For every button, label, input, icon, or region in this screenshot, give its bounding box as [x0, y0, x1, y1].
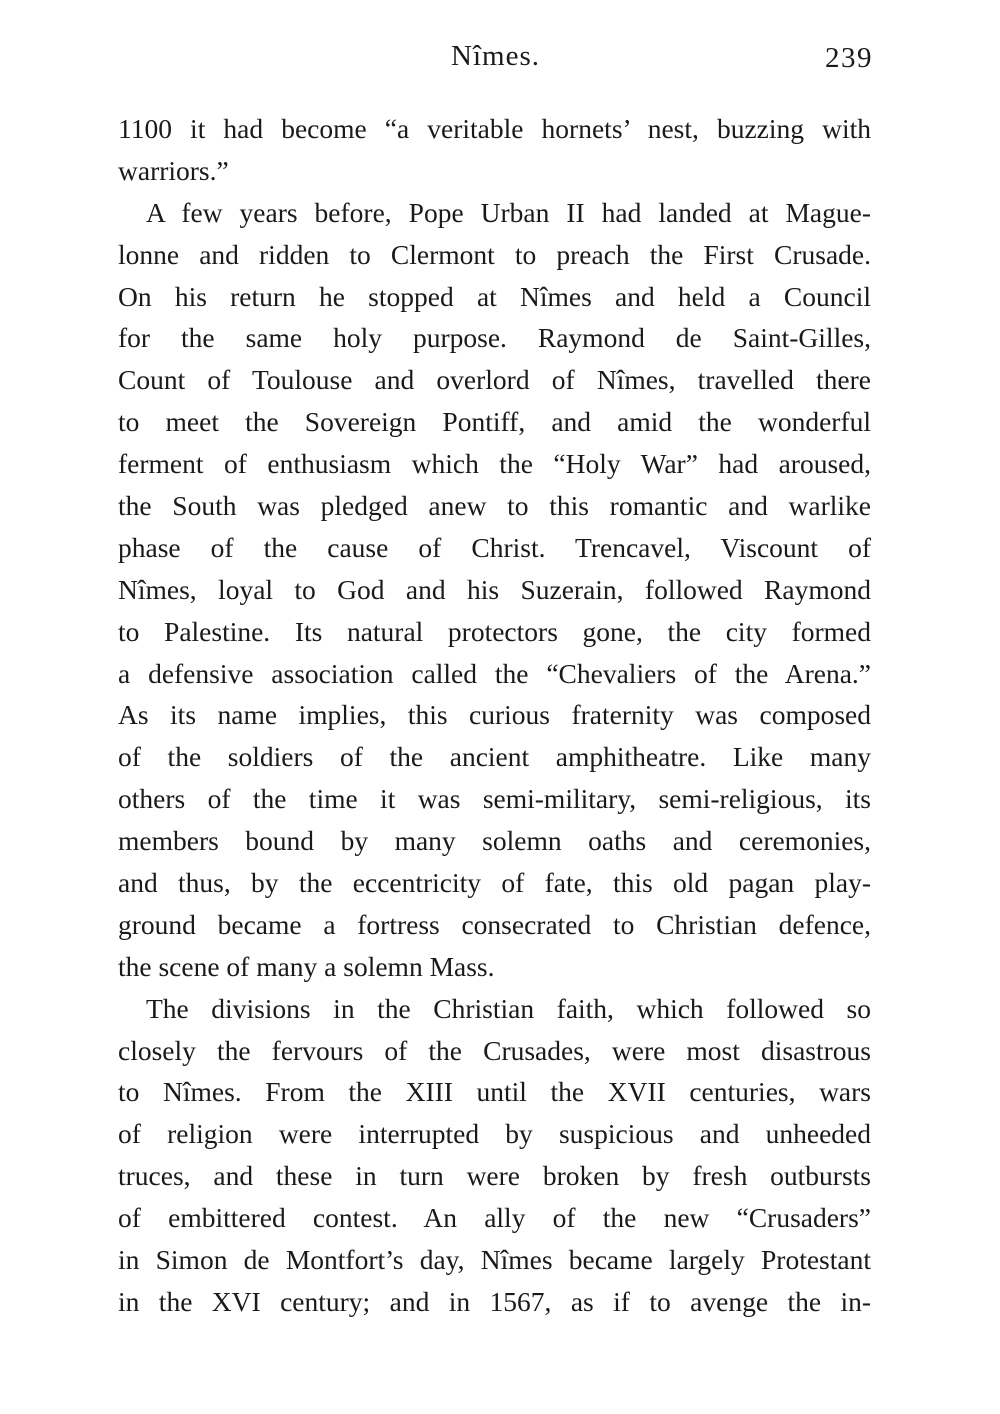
text-line: of religion were interrupted by suspicious and unheeded [118, 1118, 871, 1150]
text-line: ground became a fortress consecrated to Christian defence, [118, 908, 871, 940]
text-line: A few years before, Pope Urban II had landed at Mague- [146, 196, 871, 228]
text-line: warriors.” [118, 154, 229, 186]
text-line: On his return he stopped at Nîmes and held a Council [118, 280, 871, 312]
text-line: to Nîmes. From the XIII until the XVII centuries, wars [118, 1076, 871, 1108]
text-line: Nîmes, loyal to God and his Suzerain, followed Raymond [118, 573, 871, 605]
text-line: phase of the cause of Christ. Trencavel, Viscount of [118, 531, 871, 563]
text-line: lonne and ridden to Clermont to preach the First Crusade. [118, 238, 871, 270]
paragraph-1 [118, 108, 871, 192]
running-head [118, 34, 873, 78]
text-line: a defensive association called the “Chevaliers of the Arena.” [118, 657, 871, 689]
text-line: of embittered contest. An ally of the new “Crusaders” [118, 1202, 871, 1234]
text-line: closely the fervours of the Crusades, were most disastrous [118, 1034, 871, 1066]
text-line: and thus, by the eccentricity of fate, this old pagan play- [118, 867, 871, 899]
text-line: in Simon de Montfort’s day, Nîmes became largely Protestant [118, 1244, 871, 1276]
text-line: ferment of enthusiasm which the “Holy War” had aroused, [118, 448, 871, 480]
text-line: to meet the Sovereign Pontiff, and amid the wonderful [118, 406, 871, 438]
paragraph-3 [118, 988, 871, 1323]
body-text [118, 108, 871, 1323]
text-line: Count of Toulouse and overlord of Nîmes, travelled there [118, 364, 871, 396]
running-title: Nîmes. [451, 40, 540, 72]
text-line: for the same holy purpose. Raymond de Saint-Gilles, [118, 322, 871, 354]
text-line: members bound by many solemn oaths and ceremonies, [118, 825, 871, 857]
text-line: As its name implies, this curious fraternity was composed [118, 699, 871, 731]
text-line: in the XVI century; and in 1567, as if to avenge the in- [118, 1285, 871, 1317]
text-line: the South was pledged anew to this romantic and warlike [118, 490, 871, 522]
text-line: the scene of many a solemn Mass. [118, 950, 495, 982]
text-line: to Palestine. Its natural protectors gone, the city formed [118, 615, 871, 647]
text-line: of the soldiers of the ancient amphitheatre. Like many [118, 741, 871, 773]
page-number: 239 [825, 42, 873, 74]
text-line: The divisions in the Christian faith, which followed so [146, 992, 871, 1024]
text-line: others of the time it was semi-military, semi-religious, its [118, 783, 871, 815]
text-line: 1100 it had become “a veritable hornets’ nest, buzzing with [118, 113, 871, 144]
paragraph-2 [118, 192, 871, 988]
text-line: truces, and these in turn were broken by fresh outbursts [118, 1160, 871, 1192]
